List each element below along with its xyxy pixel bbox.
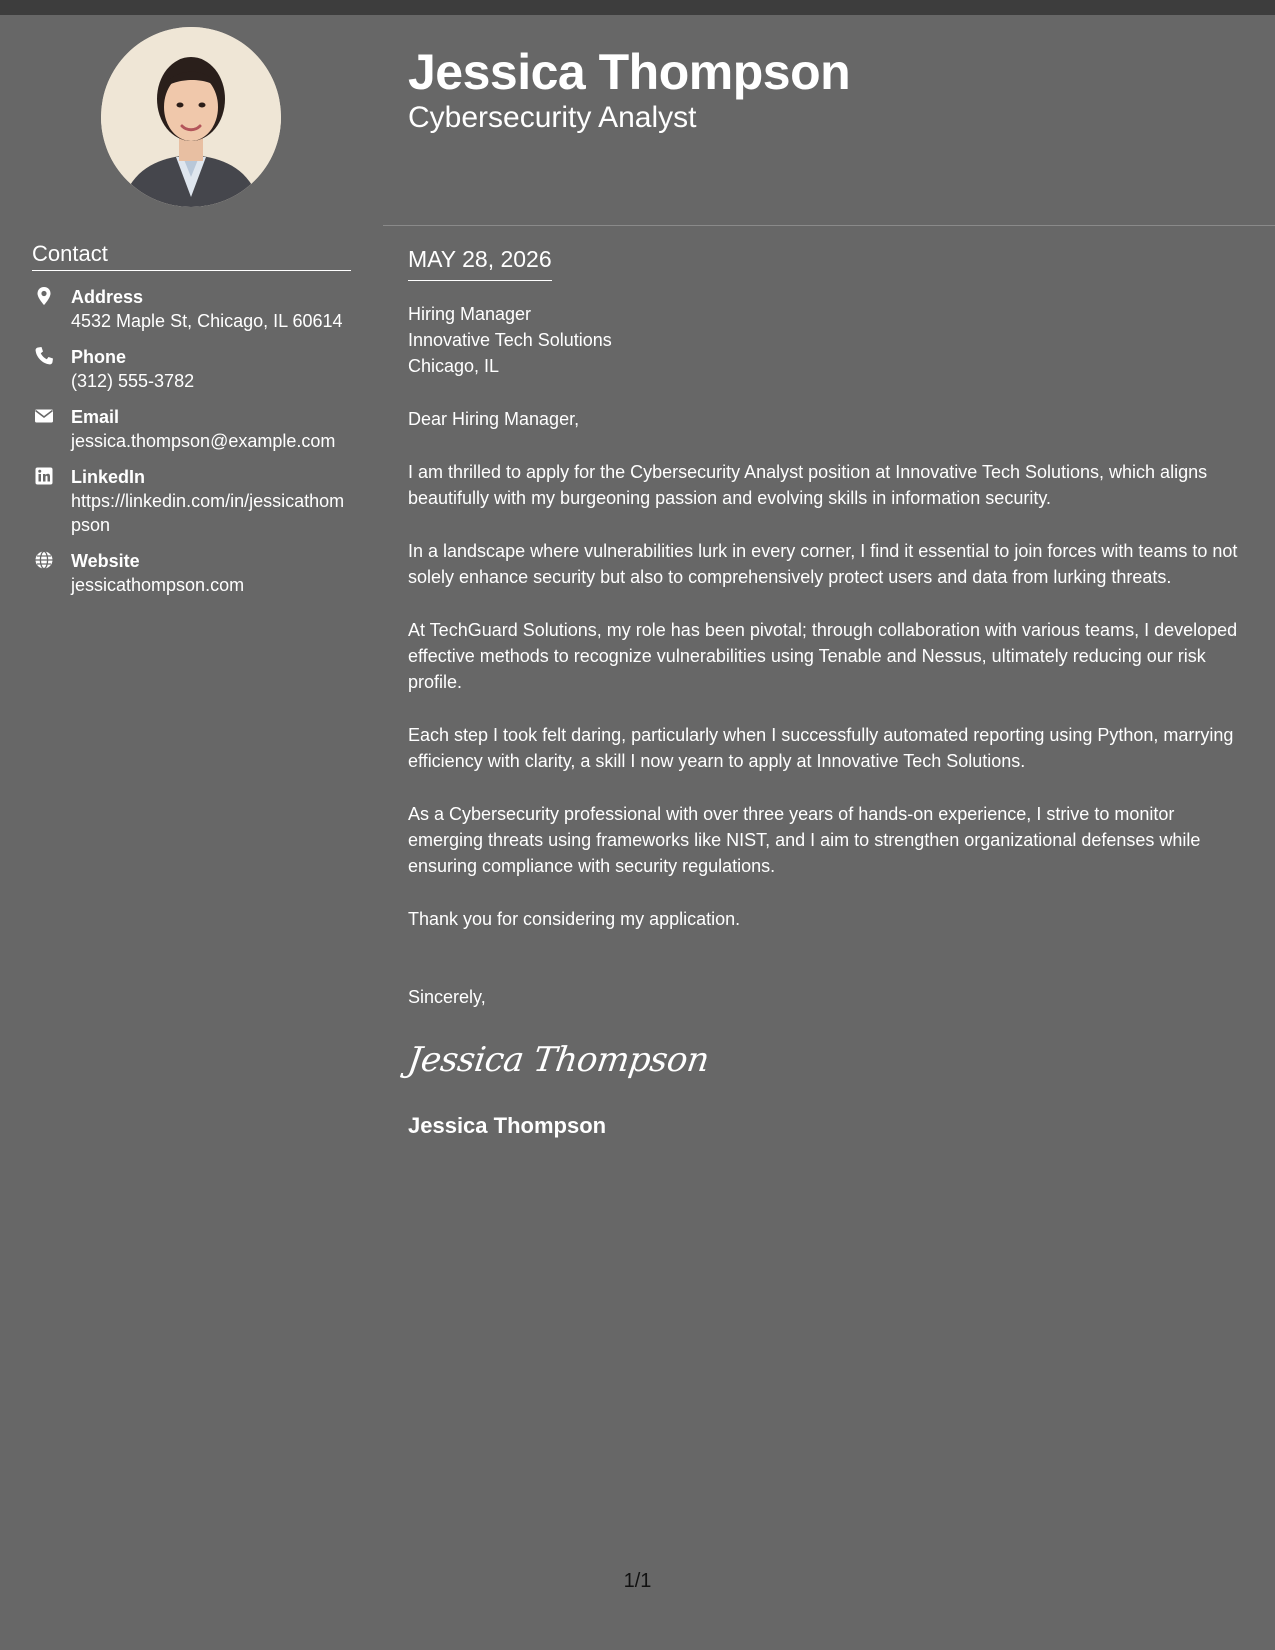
address-value: 4532 Maple St, Chicago, IL 60614: [71, 311, 343, 331]
contact-phone: [32, 345, 362, 393]
website-value[interactable]: jessicathompson.com: [71, 575, 245, 595]
greeting: Dear Hiring Manager,: [408, 409, 580, 429]
paragraph: Each step I took felt daring, particularly when I successfully automated reporting using Python, marrying efficiency with clarity, a skill I now yearn to apply at Innovative Tech Solutions.: [408, 725, 1234, 771]
contact-label: Phone: [71, 347, 127, 367]
recipient-line: Innovative Tech Solutions: [408, 330, 612, 350]
paragraph: As a Cybersecurity professional with over three years of hands-on experience, I strive to monitor emerging threats using frameworks like NIST, and I aim to strengthen organizational defenses while ensuring compliance with security regulations.: [408, 804, 1201, 876]
contact-label: Website: [71, 551, 140, 571]
paragraph: I am thrilled to apply for the Cybersecurity Analyst position at Innovative Tech Solutions, which aligns beautifully with my burgeoning passion and evolving skills in information security.: [408, 462, 1208, 508]
contact-label: Address: [71, 287, 144, 307]
contact-email: [32, 405, 362, 453]
phone-value: (312) 555-3782: [71, 371, 195, 391]
contact-linkedin: [32, 465, 362, 537]
signoff-name: Jessica Thompson: [408, 1113, 607, 1138]
applicant-name: Jessica Thompson: [408, 44, 851, 100]
email-value[interactable]: jessica.thompson@example.com: [71, 431, 336, 451]
letter-body: [405, 244, 1253, 1140]
recipient-block: [408, 301, 1253, 379]
recipient-line: Chicago, IL: [408, 356, 500, 376]
recipient-line: Hiring Manager: [408, 304, 532, 324]
phone-icon: [34, 346, 54, 366]
header: [408, 40, 850, 136]
map-pin-icon: [34, 286, 54, 306]
page-number: 1/1: [623, 1570, 652, 1592]
contact-heading: Contact: [32, 241, 351, 271]
signature: Jessica Thompson: [405, 1040, 712, 1080]
header-divider: [383, 225, 1275, 226]
sidebar: [0, 15, 383, 1650]
linkedin-value[interactable]: https://linkedin.com/in/jessicathompson: [71, 491, 345, 535]
linkedin-icon: [34, 466, 54, 486]
applicant-title: Cybersecurity Analyst: [408, 101, 697, 134]
globe-icon: [34, 550, 54, 570]
profile-photo: [101, 27, 281, 207]
envelope-icon: [34, 406, 54, 426]
contact-address: [32, 285, 362, 333]
top-bar: [0, 0, 1275, 15]
contact-label: LinkedIn: [71, 467, 146, 487]
paragraph: In a landscape where vulnerabilities lurk in every corner, I find it essential to join forces with teams to not solely enhance security but also to comprehensively protect users and data from lurking threats.: [408, 541, 1238, 587]
contact-label: Email: [71, 407, 120, 427]
closing: Sincerely,: [408, 987, 486, 1007]
paragraph: Thank you for considering my application.: [408, 909, 741, 929]
paragraph: At TechGuard Solutions, my role has been pivotal; through collaboration with various teams, I developed effective methods to recognize vulnerabilities using Tenable and Nessus, ultimately reducing our risk profile.: [408, 620, 1238, 692]
contact-website: [32, 549, 362, 597]
letter-date: MAY 28, 2026: [408, 244, 552, 281]
contact-list: [32, 285, 362, 609]
